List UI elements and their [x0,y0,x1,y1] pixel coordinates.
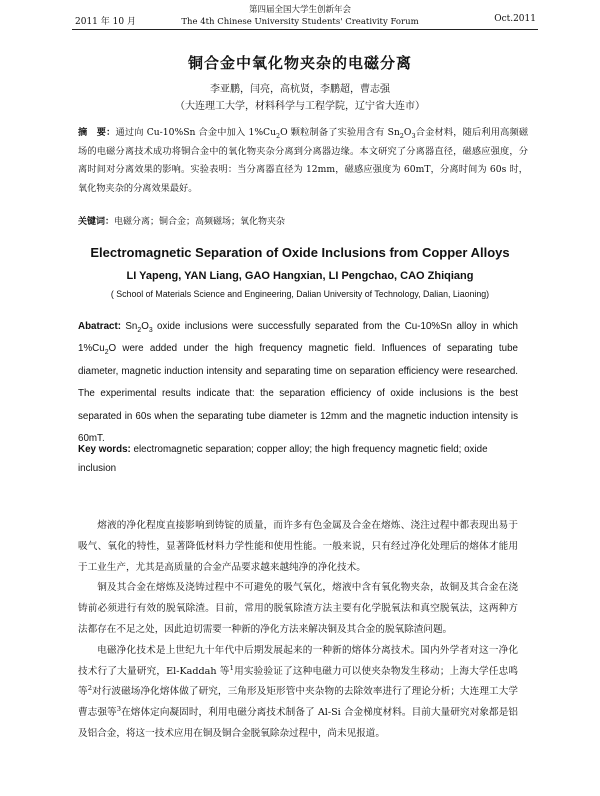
citation-2: 2 [87,684,92,693]
authors-en: LI Yapeng, YAN Liang, GAO Hangxian, LI Pengchao, CAO Zhiqiang [126,270,474,282]
keywords-label-en: Key words: [78,444,131,455]
running-header [150,4,450,28]
conference-name-cn: 第四届全国大学生创新年会 [248,5,351,15]
header-date-left: 2011 年 10 月 [75,17,136,27]
affiliation-en: ( School of Materials Science and Engineering, Dalian University of Technology, Dalian, Liaoning) [110,289,490,299]
conference-name-en: The 4th Chinese University Students' Creativity Forum [181,17,419,27]
affiliation-cn: （大连理工大学，材料科学与工程学院，辽宁省大连市） [175,101,425,112]
body-paragraph-2: 铜及其合金在熔炼及浇铸过程中不可避免的吸气氧化，熔液中含有氧化物夹杂，故铜及其合金在浇铸前必须进行有效的脱氧除渣。目前，常用的脱氧除渣方法主要有化学脱氧法和真空脱氧法，这两种方法都存在不足之处，因此迫切需要一种新的净化方法来解决铜及其合金的脱氧除渣问题。 [78,582,518,635]
keywords-label-cn: 关键词： [78,217,115,227]
body-paragraph-3: 电磁净化技术是上世纪九十年代中后期发展起来的一种新的熔体分离技术。国内外学者对这一净化技术行了大量研究，El-Kaddah 等$^1$用实验验证了这种电磁力可以使夹杂物发生移动；上海大学任忠鸣等$^2$对行波磁场净化熔体做了研究，三角形及矩形管中夹杂物的去除效率进行了理论分析；大连理工大学曹志强等$^3$在熔体定向凝固时，利用电磁分离技术制备了 Al-Si 合金梯度材料。目前大量研究对象都是铝及铝合金，将这一技术应用在铜及铜合金脱氧除杂过程中，尚未见报道。 [78,644,519,739]
authors-cn: 李亚鹏，闫亮，高杭贤，李鹏超，曹志强 [210,84,390,95]
citation-1: 1 [229,663,234,672]
keywords-cn: 关键词：电磁分离；铜合金；高频磁场；氧化物夹杂 [78,217,286,227]
abstract-cn: 摘 要：通过向 Cu-10%Sn 合金中加入 $1\%Cu_2O$ 颗粒制备了实验用含有 $Sn_2O_3$合金材料，随后利用高频磁场的电磁分离技术成功将铜合金中的氧化物夹杂分离到分离器边缘。本文研究了分离器直径，磁感应强度，分离时间对分离效果的影响。实验表明：当分离器直径为 12mm，磁感应强度为 60mT，分离时间为 60s 时，氧化物夹杂的分离效果最好。 [78,127,529,194]
header-date-right: Oct.2011 [494,14,536,24]
abstract-en: Abatract: $Sn_2O_3$ oxide inclusions were successfully separated from the Cu-10%Sn alloy in which $1\%Cu_2O$ were added under the high frequency magnetic field. Influences of separating tube diameter, magnetic induction intensity and separating time on separation efficiency were researched. The experimental results indicate that: the separation efficiency of oxide inclusions is the best separated in 60s when the separating tube diameter is 12mm and the magnetic induction intensity is 60mT. [78,321,518,445]
citation-3: 3 [116,704,122,713]
header-rule [72,29,538,30]
abstract-label-en: Abatract: [78,321,122,332]
keywords-en: Key words: electromagnetic separation; copper alloy; the high frequency magnetic field; oxide inclusion [78,444,488,474]
body-text [78,516,518,745]
paper-title-cn: 铜合金中氧化物夹杂的电磁分离 [187,54,412,72]
body-paragraph-1: 熔液的净化程度直接影响到铸锭的质量，而许多有色金属及合金在熔炼、浇注过程中都表现出易于吸气、氧化的特性，显著降低材料力学性能和使用性能。一般来说，只有经过净化处理后的熔体才能用于工业生产，尤其是高质量的合金产品要求越来越纯净的净化技术。 [78,520,518,573]
abstract-label-cn: 摘 要： [78,127,116,138]
paper-title-en: Electromagnetic Separation of Oxide Inclusions from Copper Alloys [90,245,510,260]
